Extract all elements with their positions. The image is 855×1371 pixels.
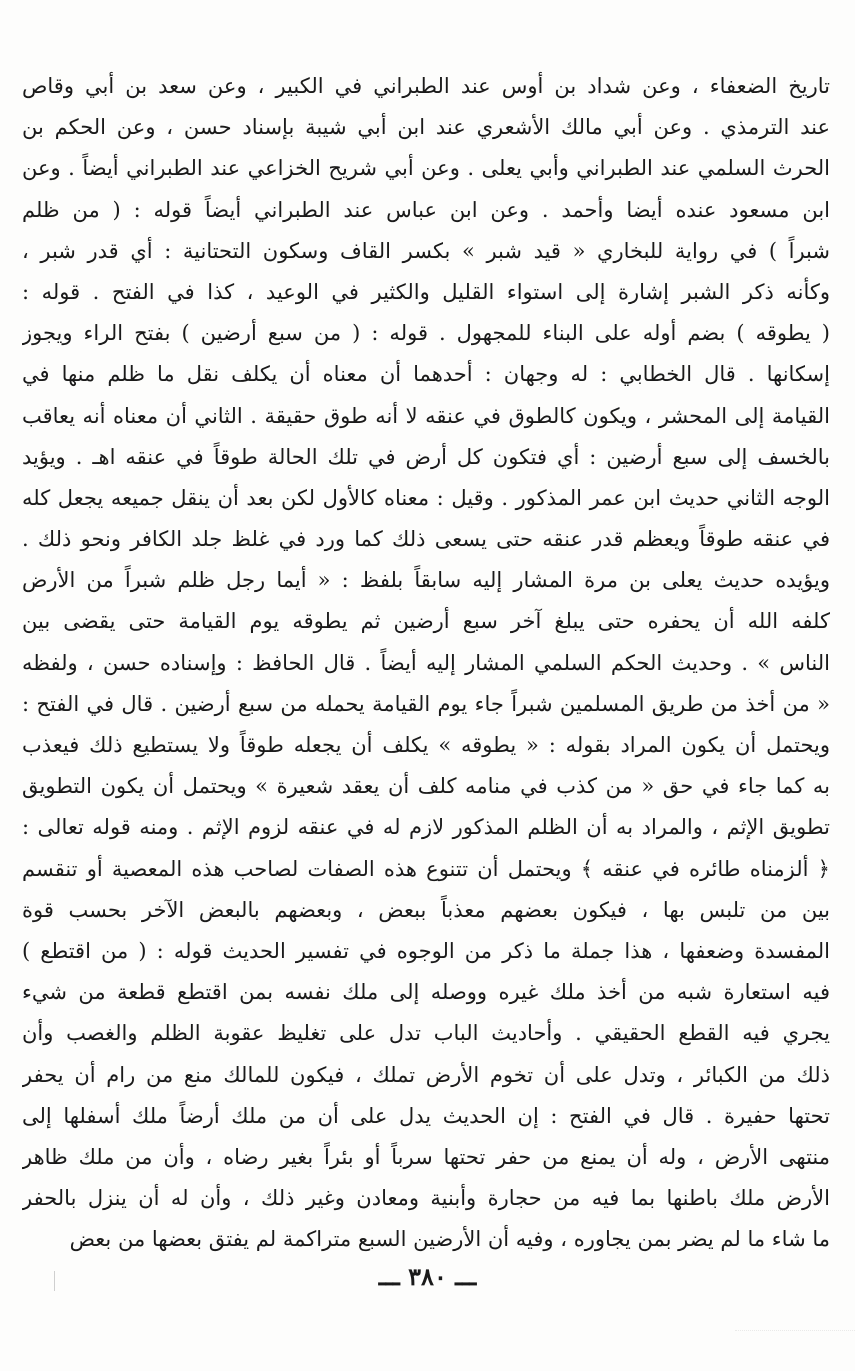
text-line: الوجه الثاني حديث ابن عمر المذكور . وقيل : معناه كالأول لكن بعد أن ينقل جميعه يجعل كله bbox=[22, 485, 830, 510]
text-line: الأرض ملك باطنها بما فيه من حجارة وأبنية ومعادن وغير ذلك ، وأن له أن ينزل بالحفر bbox=[22, 1186, 830, 1211]
page-number: ـــ ٣٨٠ ـــ bbox=[378, 1262, 477, 1291]
text-line: إسكانها . قال الخطابي : له وجهان : أحدهما أن معناه أن يكلف نقل ما ظلم منها في bbox=[22, 362, 830, 387]
text-line: ذلك من الكبائر ، وتدل على أن تخوم الأرض تملك ، فيكون للمالك منع من رام أن يحفر bbox=[22, 1062, 830, 1087]
text-line: منتهى الأرض ، وله أن يمنع من حفر تحتها سرباً أو بئراً بغير رضاه ، وأن من ملك ظاهر bbox=[22, 1144, 830, 1169]
text-line: القيامة إلى المحشر ، ويكون كالطوق في عنقه لا أنه طوق حقيقة . الثاني أن معناه أنه يعاقب bbox=[22, 403, 830, 428]
text-line: يجري فيه القطع الحقيقي . وأحاديث الباب تدل على تغليظ عقوبة الظلم والغصب وأن bbox=[22, 1021, 830, 1046]
text-line: بين من تلبس بها ، فيكون بعضهم معذباً ببعض ، وبعضهم بالبعض الآخر بحسب قوة bbox=[22, 897, 830, 922]
body-text bbox=[22, 66, 830, 1260]
text-line: الحرث السلمي عند الطبراني وأبي يعلى . وعن أبي شريح الخزاعي عند الطبراني أيضاً . وعن bbox=[22, 156, 830, 181]
text-line: ويحتمل أن يكون المراد بقوله : « يطوقه » يكلف أن يجعله طوقاً ولا يستطيع ذلك فيعذب bbox=[22, 733, 830, 757]
text-line: تاريخ الضعفاء ، وعن شداد بن أوس عند الطبراني في الكبير ، وعن سعد بن أبي وقاص bbox=[22, 74, 830, 98]
text-line: شبراً ) في رواية للبخاري « قيد شبر » بكسر القاف وسكون التحتانية : أي قدر شبر ، bbox=[22, 238, 830, 263]
text-line: كلفه الله أن يحفره حتى يبلغ آخر سبع أرضين ثم يطوقه يوم القيامة حتى يقضى بين bbox=[22, 609, 830, 634]
text-line: عند الترمذي . وعن أبي مالك الأشعري عند ابن أبي شيبة بإسناد حسن ، وعن الحكم بن bbox=[22, 115, 830, 140]
text-line: الناس » . وحديث الحكم السلمي المشار إليه أيضاً . قال الحافظ : وإسناده حسن ، ولفظه bbox=[22, 650, 830, 675]
text-line: تحتها حفيرة . قال في الفتح : إن الحديث يدل على أن من ملك أرضاً ملك أسفلها إلى bbox=[22, 1103, 830, 1128]
text-line: به كما جاء في حق « من كذب في منامه كلف أن يعقد شعيرة » ويحتمل أن يكون التطويق bbox=[22, 774, 830, 799]
text-line: ( يطوقه ) بضم أوله على البناء للمجهول . قوله : ( من سبع أرضين ) بفتح الراء ويجوز bbox=[22, 321, 830, 346]
text-line: ما شاء ما لم يضر بمن يجاوره ، وفيه أن الأرضين السبع متراكمة لم يفتق بعضها من بعض bbox=[69, 1227, 830, 1252]
text-line: ﴿ ألزمناه طائره في عنقه ﴾ ويحتمل أن تتنوع هذه الصفات لصاحب هذه المعصية أو تنقسم bbox=[22, 856, 830, 881]
text-line: ويؤيده حديث يعلى بن مرة المشار إليه سابقاً بلفظ : « أيما رجل ظلم شبراً من الأرض bbox=[22, 568, 830, 593]
text-line: فيه استعارة شبه من أخذ ملك غيره ووصله إلى ملك نفسه بمن اقتطع قطعة من شيء bbox=[22, 980, 830, 1005]
text-line: تطويق الإثم ، والمراد به أن الظلم المذكور لازم له في عنقه لزوم الإثم . ومنه قوله تعالى : bbox=[22, 815, 830, 840]
scan-edge-mark bbox=[54, 1271, 55, 1291]
text-line: بالخسف إلى سبع أرضين : أي فتكون كل أرض في تلك الحالة طوقاً في عنقه اهـ . ويؤيد bbox=[22, 444, 830, 469]
text-line: « من أخذ من طريق المسلمين شبراً جاء يوم القيامة يحمله من سبع أرضين . قال في الفتح : bbox=[22, 691, 830, 716]
text-line: ابن مسعود عنده أيضا وأحمد . وعن ابن عباس عند الطبراني أيضاً قوله : ( من ظلم bbox=[22, 197, 830, 222]
scan-edge-mark bbox=[735, 1330, 855, 1371]
text-line: وكأنه ذكر الشبر إشارة إلى استواء القليل والكثير في الوعيد ، كذا في الفتح . قوله : bbox=[22, 279, 830, 304]
text-line: في عنقه طوقاً ويعظم قدر عنقه حتى يسعى ذلك كما ورد في غلظ جلد الكافر ونحو ذلك . bbox=[22, 527, 830, 552]
text-line: المفسدة وضعفها ، هذا جملة ما ذكر من الوجوه في تفسير الحديث قوله : ( من اقتطع ) bbox=[22, 938, 830, 963]
